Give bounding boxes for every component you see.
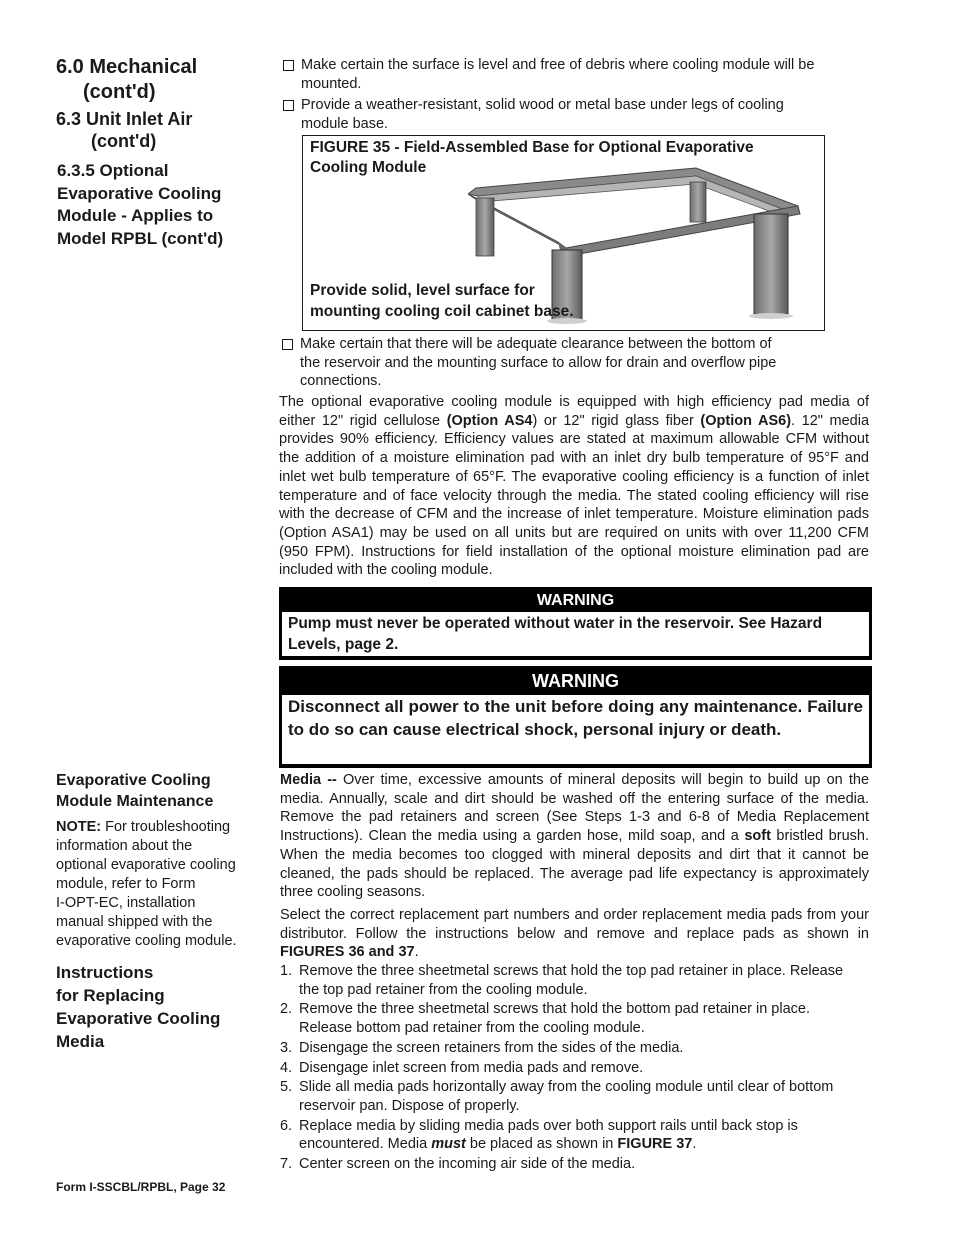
step-number: 6. — [280, 1117, 293, 1134]
troubleshooting-note — [56, 818, 261, 951]
heading-line: Instructions — [56, 963, 154, 982]
figure-caption-line: mounting cooling coil cabinet base. — [310, 302, 574, 320]
subsection-heading-inlet-air — [56, 108, 192, 152]
checklist-text: Make certain that there will be adequate clearance between the bottom of — [300, 336, 772, 352]
step-text: Replace media by sliding media pads over both support rails until back stop is encountered. Media — [299, 1117, 798, 1153]
text-run: Over time, excessive amounts of mineral deposits will begin to build up on the media. Annually, scale and dirt should be washed off the entering surface of the media. Remove the pad retainers and screen (See Steps 1-3 and 6-8 of Media Replacement Instructions). Clean the media using a garden hose, mild soap, and a — [280, 772, 870, 845]
checklist-item — [279, 335, 880, 391]
option-code: (Option AS4 — [446, 412, 533, 429]
figure-title-line: FIGURE 35 - Field-Assembled Base for Optional Evaporative — [310, 139, 754, 156]
heading-line: 6.3.5 Optional — [57, 161, 169, 180]
note-label: NOTE: — [56, 819, 102, 835]
step-number: 7. — [280, 1156, 293, 1173]
heading-line: Evaporative Cooling — [56, 1009, 221, 1028]
figure-caption — [310, 281, 574, 322]
instructions-heading — [56, 961, 220, 1053]
step-text: Slide all media pads horizontally away from the cooling module until clear of bottom reservoir pan. Dispose of properly. — [299, 1079, 834, 1114]
step-text: be placed as shown in — [465, 1136, 618, 1153]
checklist-text: Make certain the surface is level and free of debris where cooling module will be — [301, 57, 815, 73]
warning-box-power — [279, 666, 872, 768]
note-text: manual shipped with the — [56, 914, 213, 930]
subsection-heading-line: (cont'd) — [91, 131, 157, 151]
text-run: . — [414, 944, 419, 961]
list-item — [280, 1117, 850, 1154]
checklist-text: Provide a weather-resistant, solid wood or metal base under legs of cooling — [301, 97, 784, 113]
emphasis: soft — [744, 828, 771, 845]
heading-line: Evaporative Cooling — [57, 183, 222, 203]
figure-reference: FIGURES 36 and 37 — [280, 944, 415, 961]
figure-title-line: Cooling Module — [310, 159, 427, 176]
option-code: (Option AS6) — [700, 412, 792, 429]
checklist-item — [280, 96, 881, 133]
checklist-text: module base. — [301, 115, 389, 132]
text-run: ) or 12" rigid glass fiber — [532, 412, 701, 429]
heading-line: Evaporative Cooling — [56, 772, 211, 789]
checklist-item — [280, 56, 881, 93]
subsection-heading-line: 6.3 Unit Inlet Air — [56, 109, 193, 129]
text-run: bristled brush. When the media becomes too clogged with mineral deposits and dirt that it cannot be cleaned, the pads should be replaced. The average pad life expectancy is approximately three cooling seasons. — [280, 828, 869, 901]
checkbox-icon — [283, 100, 294, 111]
heading-line: Media — [56, 1032, 105, 1051]
warning-title: WARNING — [532, 671, 619, 691]
list-item — [280, 962, 850, 999]
checkbox-icon — [282, 339, 293, 350]
text-run: The optional evaporative cooling module is equipped with high efficiency pad media of either 12" rigid cellulose — [279, 394, 869, 429]
figure-35 — [302, 135, 825, 331]
page-footer: Form I-SSCBL/RPBL, Page 32 — [56, 1180, 226, 1194]
checklist-text: mounted. — [301, 75, 362, 92]
step-number: 1. — [280, 963, 293, 979]
warning-box-pump — [279, 587, 872, 660]
paragraph-lead: Media -- — [280, 772, 337, 788]
note-text: information about the — [56, 838, 193, 854]
figure-caption-line: Provide solid, level surface for — [310, 282, 535, 299]
warning-text: Disconnect all power to the unit before doing any maintenance. Failure to do so can cause electrical shock, personal injury or death. — [282, 695, 869, 764]
heading-line: for Replacing — [56, 986, 165, 1005]
warning-text: Pump must never be operated without water in the reservoir. See Hazard Levels, page 2. — [282, 612, 869, 656]
emphasis: must — [431, 1136, 466, 1153]
step-text: Disengage the screen retainers from the sides of the media. — [299, 1039, 684, 1056]
list-item — [280, 1039, 850, 1058]
section-heading-line: 6.0 Mechanical — [56, 56, 198, 78]
list-item — [280, 1155, 850, 1174]
note-text: optional evaporative cooling — [56, 857, 236, 873]
step-text: . — [692, 1136, 697, 1153]
maintenance-heading — [56, 770, 213, 812]
step-number: 2. — [280, 1001, 293, 1018]
step-text: Disengage inlet screen from media pads and remove. — [299, 1059, 644, 1076]
list-item — [280, 1059, 850, 1078]
heading-line: Model RPBL (cont'd) — [57, 228, 224, 248]
text-run: Select the correct replacement part numbers and order replacement media pads from your distributor. Follow the instructions below and remove and replace pads as shown in — [280, 907, 869, 942]
note-text: For troubleshooting — [101, 819, 231, 835]
replacement-steps-list — [280, 962, 850, 1174]
checkbox-icon — [283, 60, 294, 71]
checklist-text: the reservoir and the mounting surface to allow for drain and overflow pipe — [300, 354, 777, 371]
note-text: evaporative cooling module. — [56, 933, 237, 949]
replacement-parts-paragraph — [280, 906, 869, 962]
step-number: 3. — [280, 1039, 293, 1056]
media-maintenance-paragraph — [280, 771, 869, 902]
text-run: . 12" media provides 90% efficiency. Efficiency values are stated at maximum allowable CFM without the addition of a moisture elimination pad with an inlet dry bulb temperature of 95°F and inlet wet bulb temperature of 65°F. The evaporative cooling efficiency is a function of inlet temperature and of face velocity through the media. The stated cooling efficiency will rise with the decrease of CFM and the increase of inlet temperature. Moisture elimination pads (Option ASA1) may be used on all units but are required on units with over 11,200 CFM (950 FPM). Instructions for field installation of the optional moisture elimination pad are included with the cooling module. — [279, 412, 870, 579]
step-number: 5. — [280, 1079, 293, 1096]
media-description-paragraph — [279, 393, 869, 580]
section-heading-mechanical — [56, 55, 197, 105]
checklist-text: connections. — [300, 373, 382, 389]
heading-line: Module - Applies to — [57, 206, 214, 225]
step-text: Center screen on the incoming air side of the media. — [299, 1156, 636, 1173]
list-item — [280, 1078, 850, 1115]
figure-reference: FIGURE 37 — [617, 1136, 693, 1153]
warning-title: WARNING — [536, 592, 615, 609]
note-text: I-OPT-EC, installation — [56, 895, 196, 911]
step-text: Remove the three sheetmetal screws that hold the bottom pad retainer in place. Release bottom pad retainer from the cooling module. — [299, 1001, 811, 1037]
subsubsection-heading-evap — [57, 160, 223, 250]
section-heading-line: (cont'd) — [83, 81, 156, 103]
note-text: module, refer to Form — [56, 876, 196, 892]
step-number: 4. — [280, 1059, 293, 1076]
heading-line: Module Maintenance — [56, 793, 214, 810]
list-item — [280, 1000, 850, 1037]
step-text: Remove the three sheetmetal screws that hold the top pad retainer in place. Release the top pad retainer from the cooling module. — [299, 963, 844, 998]
